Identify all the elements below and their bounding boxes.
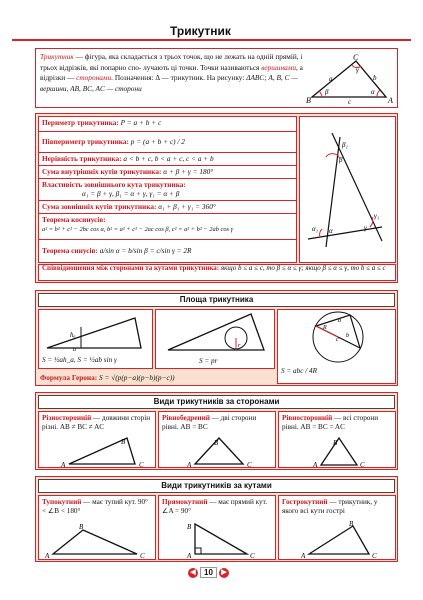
area-formula-2: S = pr (199, 357, 218, 365)
page-number: 10 (200, 567, 217, 578)
semiperimeter-row: Півпериметр трикутника: p = (a + b + c) / 2 (39, 132, 296, 153)
scalene-cell: Різносторонній — довжини сторін різні. AB ≠ BC ≠ AC A B C (38, 411, 156, 468)
relation-text: якщо b ≤ a ≤ c, то β ≤ α ≤ γ; якщо β ≤ α ≤ γ, то b ≤ a ≤ c (220, 264, 386, 272)
definition-text-2: лежать на одній прямій, і трьох відрізків, які попарно спо- (40, 52, 303, 72)
obtuse-cell: Тупокутний — має тупий кут. 90° < ∠B < 180° A B C (38, 495, 156, 560)
definition-term: Трикутник (40, 52, 74, 61)
isosceles-triangle-figure (159, 436, 275, 468)
area-heading: Площа трикутника (38, 293, 395, 307)
exterior-angles-figure (300, 117, 395, 262)
svg-text:a: a (338, 318, 341, 324)
definition-text-5: . Позначення: Δ — трикутник. На рисунку: (111, 73, 245, 82)
title-rule (12, 39, 411, 41)
svg-text:b: b (346, 333, 349, 339)
svg-text:A: A (45, 552, 50, 560)
svg-text:C: C (250, 552, 255, 560)
acute-triangle-figure (279, 520, 395, 560)
next-page-icon[interactable]: ▶ (219, 568, 229, 578)
heron-row (40, 373, 175, 382)
svg-text:C: C (360, 461, 365, 468)
acute-cell: Гострокутний — трикутник, у якого всі кути гострі A B C (278, 495, 396, 560)
svg-text:C: C (140, 552, 145, 560)
law-of-sines-row: Теорема синусів: a/sin α = b/sin β = c/sin γ = 2R (42, 246, 192, 255)
interior-angle-sum-row: Сума внутрішніх кутів трикутника: α + β + γ = 180° (39, 166, 296, 179)
svg-text:γ: γ (356, 66, 359, 74)
svg-text:B: B (214, 439, 219, 447)
svg-text:B: B (306, 96, 311, 105)
circumcircle-figure (278, 310, 395, 366)
svg-text:B: B (187, 523, 192, 531)
svg-text:B: B (333, 439, 338, 447)
svg-text:α₁: α₁ (312, 225, 319, 233)
by-angles-heading: Види трикутників за кутами (38, 479, 395, 493)
definition-text-6: ΔABC; A, B, C — вершини, AB, BC, AC — сторони (40, 73, 298, 93)
area-cell-3 (277, 309, 396, 384)
svg-text:c: c (348, 98, 352, 105)
svg-text:a: a (73, 347, 76, 352)
svg-text:B: B (349, 520, 354, 528)
svg-text:B: B (121, 438, 126, 446)
svg-text:C: C (353, 53, 359, 62)
svg-text:C: C (247, 461, 252, 468)
area-formula-3: S = abc / 4R (281, 367, 317, 375)
equilateral-triangle-figure (279, 436, 395, 468)
svg-text:hₐ: hₐ (70, 331, 76, 339)
svg-text:C: C (139, 461, 144, 468)
svg-text:a: a (329, 75, 333, 83)
definition-text-1: — фігура, яка складається з трьох точок, що не (73, 52, 223, 61)
right-cell: Прямокутний — має прямий кут. ∠A = 90° A B C (158, 495, 276, 560)
formula-list (38, 116, 297, 263)
equilateral-cell: Рівносторонній — всі сторони рівні. AB = BC = AC A B C (278, 411, 396, 468)
svg-text:C: C (372, 552, 377, 560)
incircle-figure (156, 310, 274, 354)
area-section (35, 290, 398, 386)
triangle-inequality-row: Нерівність трикутника: a < b + c, b < a + c, c < a + b (39, 153, 296, 166)
definition-text-4: , а відрізки — (40, 62, 303, 82)
svg-text:γ₁: γ₁ (374, 212, 380, 220)
svg-text:γ: γ (364, 224, 367, 232)
scalene-triangle-figure (39, 436, 155, 468)
page-footer (188, 567, 229, 578)
svg-text:A: A (187, 461, 192, 468)
by-sides-section (35, 392, 398, 470)
svg-text:β: β (325, 88, 329, 96)
right-triangle-figure (159, 520, 275, 560)
definition-box (35, 48, 398, 108)
svg-text:A: A (187, 552, 192, 560)
svg-text:b: b (373, 74, 377, 82)
isosceles-cell: Рівнобедрений — дві сторони рівні. AB = BC A B C (158, 411, 276, 468)
svg-text:r: r (238, 343, 241, 349)
relation-box (38, 264, 396, 281)
svg-text:B: B (79, 523, 84, 531)
svg-text:β₁: β₁ (342, 141, 348, 149)
height-triangle-figure (39, 310, 152, 352)
heron-formula: S = √(p(p−a)(p−b)(p−c)) (99, 373, 175, 382)
svg-text:β: β (339, 156, 343, 164)
svg-text:α: α (371, 88, 375, 96)
area-formula-1: S = ½ah_a, S = ½ab sin γ (42, 356, 117, 364)
by-angles-section (35, 476, 398, 562)
svg-text:A: A (313, 461, 318, 468)
heron-label: Формула Герона: (40, 373, 98, 382)
svg-text:α: α (329, 227, 333, 235)
definition-text-3: лучають ці точки. Точки називаються (143, 62, 262, 72)
by-sides-heading: Види трикутників за сторонами (38, 395, 395, 409)
definition-sides: сторонами (76, 73, 112, 82)
prev-page-icon[interactable]: ◀ (188, 568, 198, 578)
svg-text:A: A (388, 96, 393, 105)
relation-label: Співвідношення між сторонами та кутами трикутника: (42, 264, 220, 272)
svg-text:R: R (323, 325, 327, 331)
svg-text:A: A (301, 552, 306, 560)
law-of-cosines-row: Теорема косинусів: a² = b² + c² − 2bc cos α, b² = a² + c² − 2ac cos β, c² = a² + b² − 2ab cos γ (39, 214, 296, 240)
page-title: Трикутник (170, 24, 231, 38)
perimeter-row: Периметр трикутника: P = a + b + c (39, 117, 296, 132)
definition-vertices: вершинами (261, 62, 297, 72)
svg-text:c: c (336, 337, 339, 343)
exterior-angle-row: Властивість зовнішнього кута трикутника: α₁ = β + γ, β₁ = α + γ, γ₁ = α + β (39, 179, 296, 201)
area-cell-2 (155, 309, 275, 369)
exterior-angle-sum-row: Сума зовнішніх кутів трикутника: α₁ + β₁ + γ₁ = 360° (39, 201, 296, 214)
obtuse-triangle-figure (39, 520, 155, 560)
triangle-abc-figure (304, 53, 394, 105)
area-cell-1 (38, 309, 153, 369)
properties-section (35, 113, 398, 283)
exterior-angles-figure-box (299, 116, 396, 263)
svg-text:A: A (61, 461, 66, 468)
